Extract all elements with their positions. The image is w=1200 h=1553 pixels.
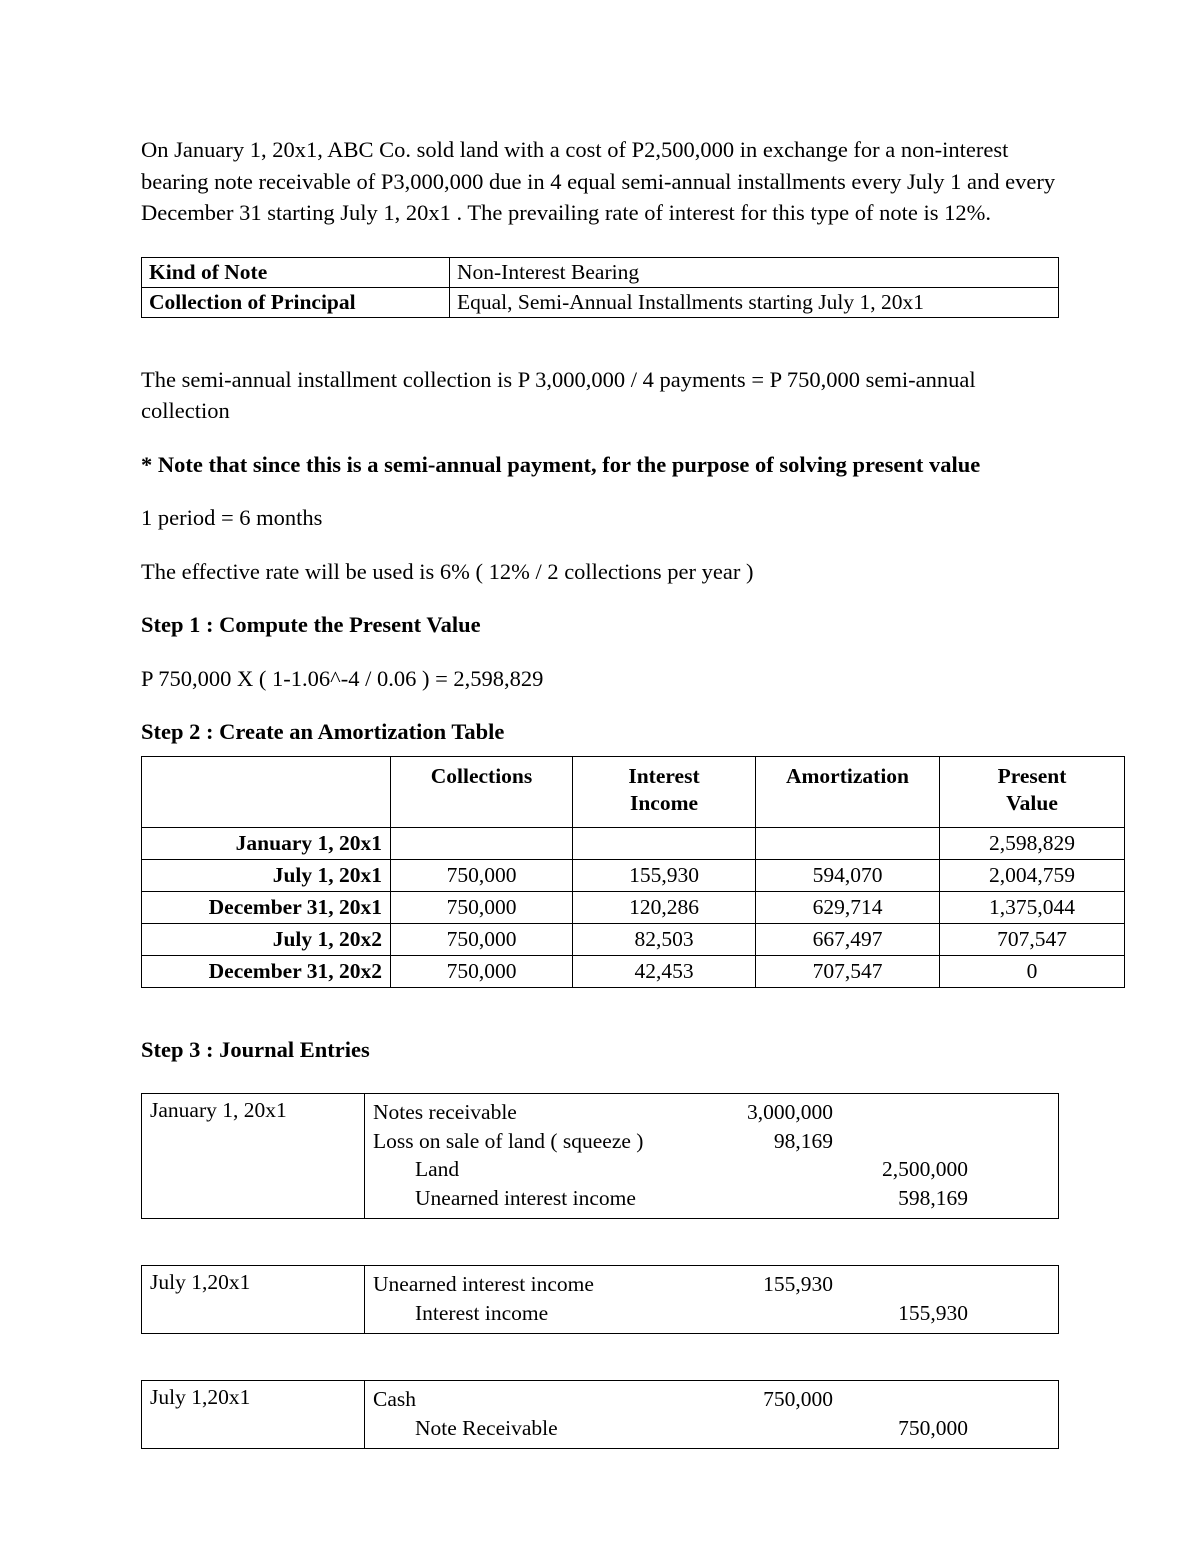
amort-row-date: December 31, 20x1 bbox=[142, 891, 391, 923]
amort-row-collections: 750,000 bbox=[391, 923, 573, 955]
amort-header-blank bbox=[142, 756, 391, 827]
amort-row-date: December 31, 20x2 bbox=[142, 955, 391, 987]
amort-row-date: January 1, 20x1 bbox=[142, 827, 391, 859]
je-lines-container bbox=[373, 1385, 1050, 1442]
amort-header-collections: Collections bbox=[391, 756, 573, 827]
amortization-table bbox=[141, 756, 1125, 988]
amort-row-amortization: 707,547 bbox=[756, 955, 940, 987]
je-debit: 98,169 bbox=[773, 1128, 833, 1153]
je-account: Land bbox=[415, 1157, 460, 1181]
je-debit: 3,000,000 bbox=[747, 1100, 833, 1124]
journal-entry-body bbox=[142, 1094, 1059, 1219]
je-account: Unearned interest income bbox=[373, 1272, 594, 1296]
je-account: Notes receivable bbox=[373, 1100, 517, 1124]
journal-entry-lines bbox=[365, 1381, 1059, 1449]
amort-row-interest-income: 42,453 bbox=[573, 955, 756, 987]
journal-line bbox=[373, 1270, 1050, 1299]
amort-row-amortization bbox=[756, 827, 940, 859]
amort-header-pv-line1: Present bbox=[997, 763, 1067, 788]
step2-heading: Step 2 : Create an Amortization Table bbox=[141, 719, 505, 744]
amort-row-present-value: 2,598,829 bbox=[940, 827, 1125, 859]
spacer bbox=[141, 318, 1061, 364]
document-body bbox=[141, 134, 1075, 1449]
je-account: Unearned interest income bbox=[415, 1185, 636, 1210]
je-account: Interest income bbox=[415, 1300, 549, 1325]
journal-entry-date: January 1, 20x1 bbox=[142, 1094, 365, 1219]
table-row bbox=[142, 1266, 1059, 1334]
spacer bbox=[141, 988, 1061, 1034]
amort-row-amortization: 667,497 bbox=[756, 923, 940, 955]
amort-row-present-value: 1,375,044 bbox=[940, 891, 1125, 923]
je-account: Cash bbox=[373, 1387, 416, 1411]
journal-entry-table-3 bbox=[141, 1380, 1059, 1449]
amort-row-collections: 750,000 bbox=[391, 955, 573, 987]
journal-line bbox=[373, 1385, 1050, 1414]
amortization-table-body bbox=[142, 756, 1125, 987]
table-row bbox=[142, 891, 1125, 923]
amort-row-interest-income: 155,930 bbox=[573, 859, 756, 891]
amort-header-interest-line2: Income bbox=[629, 790, 699, 815]
journal-line bbox=[373, 1098, 1050, 1127]
step1-formula: P 750,000 X ( 1-1.06^-4 / 0.06 ) = 2,598,829 bbox=[141, 665, 544, 691]
kind-of-note-label: Kind of Note bbox=[142, 257, 450, 287]
je-credit: 750,000 bbox=[898, 1415, 968, 1440]
journal-entry-date: July 1,20x1 bbox=[142, 1266, 365, 1334]
table-row bbox=[142, 257, 1059, 287]
amort-header-interest-income bbox=[573, 756, 756, 827]
amort-row-interest-income: 82,503 bbox=[573, 923, 756, 955]
table-row bbox=[142, 287, 1059, 317]
table-row bbox=[142, 923, 1125, 955]
kind-of-note-table bbox=[141, 257, 1059, 318]
je-credit: 2,500,000 bbox=[882, 1157, 968, 1181]
journal-entry-table-1 bbox=[141, 1093, 1059, 1219]
spacer bbox=[141, 1065, 1061, 1093]
amort-header-interest-line1: Interest bbox=[628, 763, 700, 788]
collection-of-principal-label: Collection of Principal bbox=[142, 287, 450, 317]
amort-header-amortization: Amortization bbox=[756, 756, 940, 827]
je-account: Loss on sale of land ( squeeze ) bbox=[373, 1128, 644, 1153]
amort-row-collections: 750,000 bbox=[391, 859, 573, 891]
amort-row-date: July 1, 20x2 bbox=[142, 923, 391, 955]
je-lines-container bbox=[373, 1098, 1050, 1212]
amort-row-collections bbox=[391, 827, 573, 859]
amort-row-interest-income: 120,286 bbox=[573, 891, 756, 923]
journal-entry-body bbox=[142, 1266, 1059, 1334]
table-row bbox=[142, 827, 1125, 859]
journal-line bbox=[373, 1299, 1050, 1328]
amort-row-date: July 1, 20x1 bbox=[142, 859, 391, 891]
kind-of-note-value: Non-Interest Bearing bbox=[450, 257, 1059, 287]
period-text: 1 period = 6 months bbox=[141, 505, 323, 530]
amort-row-present-value: 0 bbox=[940, 955, 1125, 987]
je-debit: 750,000 bbox=[763, 1387, 833, 1411]
amort-row-present-value: 707,547 bbox=[940, 923, 1125, 955]
amort-header-pv-line2: Value bbox=[1006, 790, 1058, 815]
amort-row-interest-income bbox=[573, 827, 756, 859]
step3-heading: Step 3 : Journal Entries bbox=[141, 1036, 370, 1062]
amort-row-present-value: 2,004,759 bbox=[940, 859, 1125, 891]
amort-header-present-value bbox=[940, 756, 1125, 827]
table-row bbox=[142, 955, 1125, 987]
journal-entry-table-2 bbox=[141, 1265, 1059, 1334]
journal-line bbox=[373, 1127, 1050, 1156]
amort-row-collections: 750,000 bbox=[391, 891, 573, 923]
spacer bbox=[141, 1334, 1061, 1380]
journal-line bbox=[373, 1414, 1050, 1443]
je-debit: 155,930 bbox=[763, 1272, 833, 1296]
step1-heading: Step 1 : Compute the Present Value bbox=[141, 612, 481, 637]
je-account: Note Receivable bbox=[415, 1415, 558, 1440]
installment-text: The semi-annual installment collection is P 3,000,000 / 4 payments = P 750,000 semi-annual collection bbox=[141, 366, 976, 423]
amort-row-amortization: 629,714 bbox=[756, 891, 940, 923]
journal-entry-date: July 1,20x1 bbox=[142, 1381, 365, 1449]
table-row bbox=[142, 859, 1125, 891]
je-lines-container bbox=[373, 1270, 1050, 1327]
journal-line bbox=[373, 1155, 1050, 1184]
amort-row-amortization: 594,070 bbox=[756, 859, 940, 891]
intro-paragraph: On January 1, 20x1, ABC Co. sold land with a cost of P2,500,000 in exchange for a non-interest bearing note receivable of P3,000,000 due in 4 equal semi-annual installments every July 1 and every December 31 starting July 1, 20x1 . The prevailing rate of interest for this type of note is 12%. bbox=[141, 137, 1056, 225]
journal-entry-body bbox=[142, 1381, 1059, 1449]
kind-of-note-table-body bbox=[142, 257, 1059, 317]
table-row bbox=[142, 1094, 1059, 1219]
journal-entry-lines bbox=[365, 1094, 1059, 1219]
spacer bbox=[141, 1219, 1061, 1265]
table-header-row bbox=[142, 756, 1125, 827]
je-credit: 598,169 bbox=[898, 1185, 968, 1210]
table-row bbox=[142, 1381, 1059, 1449]
effective-rate-text: The effective rate will be used is 6% ( 12% / 2 collections per year ) bbox=[141, 558, 754, 584]
journal-line bbox=[373, 1184, 1050, 1213]
je-credit: 155,930 bbox=[898, 1300, 968, 1325]
note-text: * Note that since this is a semi-annual payment, for the purpose of solving present value bbox=[141, 451, 981, 477]
journal-entry-lines bbox=[365, 1266, 1059, 1334]
collection-of-principal-value: Equal, Semi-Annual Installments starting July 1, 20x1 bbox=[450, 287, 1059, 317]
